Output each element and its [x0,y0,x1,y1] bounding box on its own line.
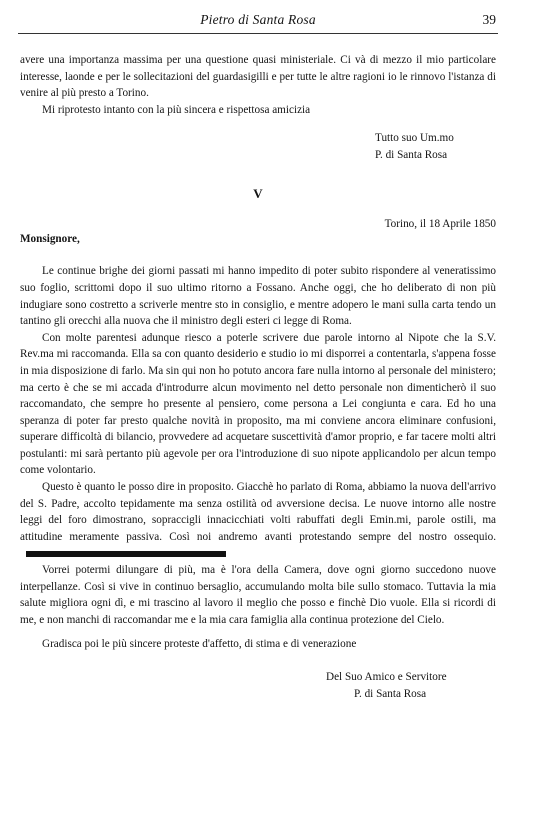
letter-paragraph: Vorrei potermi dilungare di più, ma è l'ora della Camera, dove ogni giorno succedono nuove interpellanze. Così si vive in continuo bersaglio, accumulando molta bile sullo stomaco. Tuttavia la mia salute migliora ogni dì, e mi trascino al lavoro il meglio che posso e finchè Dio vuole. Ella si ricordi di me, e non manchi di raccomandar me e la mia cara famiglia alla continua protezione del Cielo. [20,564,496,626]
letter-paragraph [20,479,496,562]
paragraph-text: Questo è quanto le posso dire in proposito. Giacchè ho parlato di Roma, abbiamo la nuova dell'arrivo del S. Padre, accolto tepidamente ma senza ostilità od avversione decisa. Le nuove intorno alle nostre leggi del foro dimostrano, sopraccigli innacicchiati volti rabuffati degli Emin.mi, parole ostili, ma attitudine meramente passiva. Così noi andremo avanti protestando sempre del nostro ossequio. [20,481,496,543]
header-rule [18,33,498,34]
closing-line: Del Suo Amico e Servitore [326,671,447,683]
closing-signature: P. di Santa Rosa [354,687,427,700]
ink-smudge [26,551,226,557]
page-body [20,52,496,702]
letter-salutation: Monsignore, [20,232,80,245]
prev-letter-closing: Mi riprotesto intanto con la più sincera e rispettosa amicizia [42,103,311,116]
letter-paragraph: Le continue brighe dei giorni passati mi hanno impedito di poter subito rispondere al veneratissimo suo foglio, scrittomi dopo il suo ultimo ritorno a Fossano. Anche oggi, che ho deliberato di non più indugiare sono costretto a scriverle mentre sto in consiglio, e mentre adopero le mani sulla carta tendo un tantino gli orecchi alla nuova che il ministro degli esteri ci legge di Roma. [20,265,496,328]
page-number: 39 [482,12,496,27]
letter-paragraph: Con molte parentesi adunque riesco a poterle scrivere due parole intorno al Nipote che la S.V. Rev.ma mi raccomanda. Ella sa con quanto desiderio e studio io mi disporrei a contentarla, s'appena fosse in mia disposizione di farlo. Ma sin qui non ho potuto ancora fare nulla intorno al personale del ministero; ma certo è che se mi accada d'introdurre alcun movimento nel detto personale non dimenticherò il suo raccomandato, che sempre ho presente al pensiero, come persona a Lei congiunta e cara. Ed ho una speranza di poter far presto qualche novità in proposito, ma mi conviene ancora eliminare confusioni, superare difficoltà di bilancio, provvedere ad acquetare suscettività d'amor proprio, e far tacere molti altri postulanti: mi sarà pertanto più agevole per ora l'introduzione di suo nipote applicandolo per alcun tempo come volontario. [20,331,496,477]
letter-paragraph: Gradisca poi le più sincere proteste d'affetto, di stima e di venerazione [42,638,357,651]
running-title: Pietro di Santa Rosa [200,12,316,27]
signature-line: Tutto suo Um.mo [375,132,454,145]
letter-closing [326,669,496,702]
prev-letter-signature [375,130,496,163]
letter-date: Torino, il 18 Aprile 1850 [384,218,496,231]
signature-line: P. di Santa Rosa [375,148,448,161]
prev-letter-paragraph: avere una importanza massima per una questione quasi ministeriale. Ci và di mezzo il mio particolare interesse, laonde e per le sollecitazioni del guardasigilli e per tutte le altre ragioni io le rinnovo l'istanza di venire al più presto a Torino. [20,54,496,100]
page-header [20,12,496,32]
letter-numeral: V [253,185,263,201]
